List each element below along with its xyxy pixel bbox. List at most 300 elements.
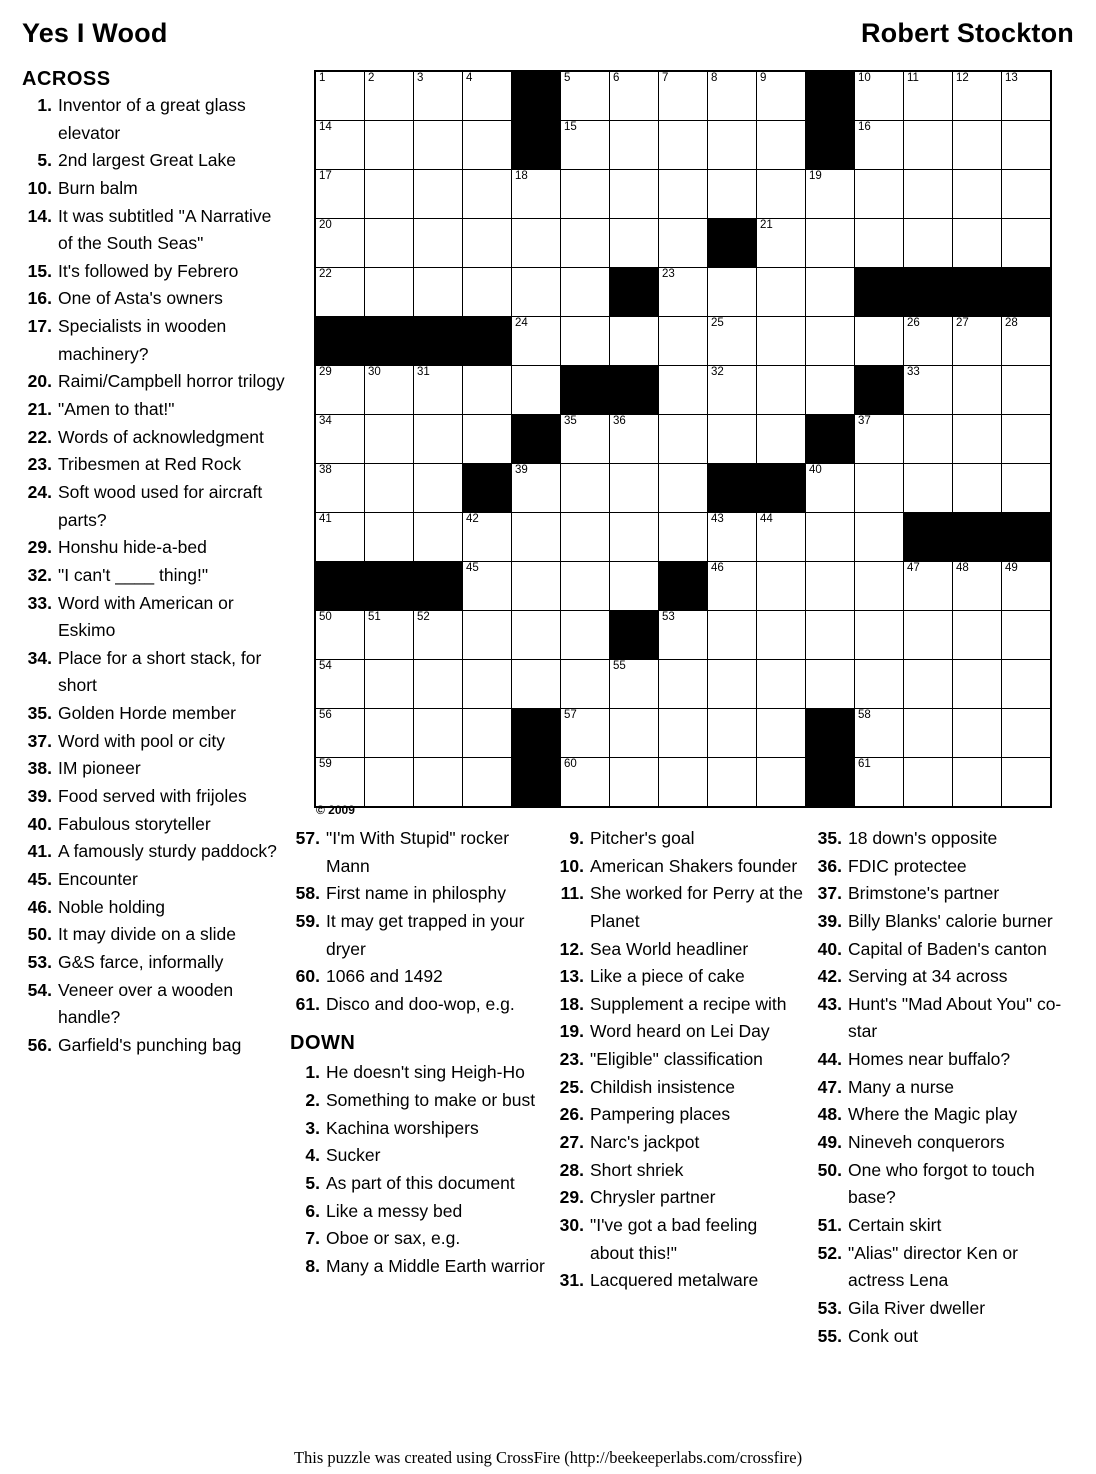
grid-cell[interactable]: [365, 170, 414, 219]
grid-cell[interactable]: [904, 317, 953, 366]
clue-item: [812, 1129, 1074, 1157]
clue-number: 13.: [559, 966, 584, 987]
grid-cell[interactable]: [610, 758, 659, 808]
grid-cell[interactable]: [953, 660, 1002, 709]
grid-cell[interactable]: [904, 366, 953, 415]
grid-cell[interactable]: [610, 317, 659, 366]
grid-cell-number: 38: [319, 464, 332, 476]
grid-cell[interactable]: [561, 268, 610, 317]
grid-cell[interactable]: [365, 611, 414, 660]
clue-text: Serving at 34 across: [848, 966, 1008, 987]
grid-cell[interactable]: [315, 366, 365, 415]
grid-cell[interactable]: [904, 562, 953, 611]
clue-text: FDIC protectee: [848, 855, 967, 876]
grid-cell[interactable]: [1002, 170, 1052, 219]
clue-item: [22, 700, 290, 728]
grid-cell[interactable]: [953, 562, 1002, 611]
clue-number: 15.: [27, 260, 52, 281]
grid-cell[interactable]: [315, 709, 365, 758]
grid-cell-block: [659, 562, 708, 611]
grid-cell[interactable]: [1002, 71, 1052, 121]
grid-cell-block: [806, 758, 855, 808]
grid-cell[interactable]: [855, 71, 904, 121]
grid-cell[interactable]: [1002, 562, 1052, 611]
grid-cell[interactable]: [561, 71, 610, 121]
grid-cell[interactable]: [806, 660, 855, 709]
grid-cell[interactable]: [757, 513, 806, 562]
clue-item: [22, 396, 290, 424]
grid-cell[interactable]: [561, 611, 610, 660]
grid-cell-number: 41: [319, 513, 332, 525]
grid-cell[interactable]: [708, 71, 757, 121]
clue-item: [554, 963, 804, 991]
grid-cell[interactable]: [610, 513, 659, 562]
grid-cell[interactable]: [315, 660, 365, 709]
grid-cell[interactable]: [757, 758, 806, 808]
grid-cell[interactable]: [463, 709, 512, 758]
grid-cell-number: 49: [1005, 562, 1018, 574]
grid-cell[interactable]: [315, 758, 365, 808]
grid-cell[interactable]: [463, 513, 512, 562]
grid-cell[interactable]: [1002, 464, 1052, 513]
clue-item: [290, 1115, 546, 1143]
clue-item: [812, 825, 1074, 853]
grid-cell[interactable]: [365, 709, 414, 758]
clue-item: [554, 1184, 804, 1212]
clue-text: It may divide on a slide: [58, 924, 237, 945]
grid-cell[interactable]: [806, 366, 855, 415]
grid-cell[interactable]: [757, 660, 806, 709]
grid-cell[interactable]: [315, 219, 365, 268]
grid-cell[interactable]: [659, 758, 708, 808]
grid-cell-block: [904, 513, 953, 562]
grid-cell[interactable]: [610, 709, 659, 758]
grid-cell-block: [561, 366, 610, 415]
grid-cell[interactable]: [561, 464, 610, 513]
grid-cell[interactable]: [414, 611, 463, 660]
grid-cell[interactable]: [806, 562, 855, 611]
clue-text: Food served with frijoles: [58, 786, 247, 807]
clue-text: "Eligible" classification: [590, 1049, 763, 1070]
grid-cell[interactable]: [904, 709, 953, 758]
grid-cell[interactable]: [953, 758, 1002, 808]
grid-cell[interactable]: [855, 121, 904, 170]
grid-cell[interactable]: [610, 170, 659, 219]
grid-cell[interactable]: [855, 464, 904, 513]
grid-cell[interactable]: [904, 121, 953, 170]
grid-cell[interactable]: [365, 660, 414, 709]
grid-cell[interactable]: [512, 611, 561, 660]
grid-cell[interactable]: [561, 758, 610, 808]
clue-text: Many a nurse: [848, 1076, 955, 1097]
grid-cell[interactable]: [855, 415, 904, 464]
clue-text: Hunt's "Mad About You" co-star: [848, 993, 1062, 1042]
grid-cell[interactable]: [904, 611, 953, 660]
clue-text: Encounter: [58, 868, 138, 889]
clue-number: 40.: [817, 938, 842, 959]
grid-cell[interactable]: [414, 758, 463, 808]
grid-cell[interactable]: [1002, 121, 1052, 170]
grid-cell-number: 37: [858, 415, 871, 427]
grid-cell[interactable]: [414, 415, 463, 464]
grid-cell[interactable]: [561, 415, 610, 464]
grid-row: [315, 366, 1051, 415]
grid-cell[interactable]: [463, 758, 512, 808]
grid-cell[interactable]: [806, 464, 855, 513]
grid-cell[interactable]: [757, 562, 806, 611]
grid-cell[interactable]: [463, 268, 512, 317]
grid-cell-number: 7: [662, 72, 669, 84]
clue-number: 3.: [305, 1117, 320, 1138]
grid-cell[interactable]: [708, 366, 757, 415]
clue-text: 1066 and 1492: [326, 966, 443, 987]
grid-cell[interactable]: [512, 170, 561, 219]
grid-cell[interactable]: [904, 170, 953, 219]
grid-cell-number: 31: [417, 366, 430, 378]
grid-cell[interactable]: [610, 415, 659, 464]
crossword-grid-container[interactable]: [314, 70, 1052, 808]
grid-cell[interactable]: [757, 71, 806, 121]
clue-text: Place for a short stack, for short: [58, 647, 262, 696]
clue-text: Golden Horde member: [58, 703, 236, 724]
grid-cell[interactable]: [1002, 366, 1052, 415]
grid-cell[interactable]: [315, 513, 365, 562]
grid-cell[interactable]: [757, 219, 806, 268]
clue-text: Honshu hide-a-bed: [58, 537, 207, 558]
grid-cell[interactable]: [610, 219, 659, 268]
grid-cell[interactable]: [561, 660, 610, 709]
grid-cell[interactable]: [708, 170, 757, 219]
grid-cell[interactable]: [708, 513, 757, 562]
grid-cell[interactable]: [561, 513, 610, 562]
grid-cell[interactable]: [757, 709, 806, 758]
grid-cell[interactable]: [463, 170, 512, 219]
clue-item: [22, 424, 290, 452]
grid-cell[interactable]: [414, 464, 463, 513]
clue-text: Brimstone's partner: [848, 883, 1000, 904]
grid-cell-block: [315, 317, 365, 366]
grid-cell[interactable]: [659, 317, 708, 366]
grid-cell[interactable]: [561, 317, 610, 366]
grid-cell[interactable]: [953, 415, 1002, 464]
grid-cell[interactable]: [1002, 415, 1052, 464]
grid-row: [315, 317, 1051, 366]
grid-cell[interactable]: [806, 268, 855, 317]
grid-cell[interactable]: [904, 71, 953, 121]
grid-cell[interactable]: [855, 219, 904, 268]
clue-text: Many a Middle Earth warrior: [326, 1255, 545, 1276]
grid-cell[interactable]: [414, 513, 463, 562]
grid-cell[interactable]: [953, 709, 1002, 758]
grid-cell[interactable]: [806, 513, 855, 562]
grid-cell[interactable]: [512, 366, 561, 415]
grid-cell[interactable]: [757, 366, 806, 415]
grid-cell[interactable]: [953, 219, 1002, 268]
clue-text: Nineveh conquerors: [848, 1132, 1005, 1153]
grid-cell[interactable]: [708, 611, 757, 660]
grid-cell[interactable]: [610, 660, 659, 709]
grid-cell-number: 22: [319, 268, 332, 280]
clue-item: [22, 728, 290, 756]
bottom-column-2: [290, 825, 554, 1350]
grid-cell[interactable]: [708, 121, 757, 170]
grid-cell[interactable]: [414, 709, 463, 758]
clue-number: 17.: [27, 316, 52, 337]
grid-cell[interactable]: [610, 121, 659, 170]
clue-number: 56.: [27, 1034, 52, 1055]
crossword-grid[interactable]: [314, 70, 1052, 808]
clue-item: [812, 853, 1074, 881]
grid-cell[interactable]: [855, 513, 904, 562]
grid-cell[interactable]: [315, 121, 365, 170]
grid-cell-number: 2: [368, 72, 375, 84]
clue-number: 27.: [559, 1132, 584, 1153]
grid-cell[interactable]: [610, 464, 659, 513]
grid-cell[interactable]: [855, 611, 904, 660]
grid-cell[interactable]: [708, 562, 757, 611]
grid-cell[interactable]: [855, 170, 904, 219]
grid-cell-number: 25: [711, 317, 724, 329]
clue-number: 26.: [559, 1104, 584, 1125]
grid-cell[interactable]: [512, 268, 561, 317]
grid-cell-block: [1002, 268, 1052, 317]
grid-cell[interactable]: [561, 562, 610, 611]
grid-cell[interactable]: [315, 170, 365, 219]
grid-cell[interactable]: [708, 415, 757, 464]
grid-cell[interactable]: [512, 219, 561, 268]
clue-text: IM pioneer: [58, 758, 141, 779]
grid-cell[interactable]: [1002, 611, 1052, 660]
clue-text: Narc's jackpot: [590, 1132, 700, 1153]
grid-cell[interactable]: [365, 268, 414, 317]
grid-cell[interactable]: [659, 513, 708, 562]
grid-cell[interactable]: [512, 562, 561, 611]
grid-cell-block: [708, 464, 757, 513]
grid-cell[interactable]: [659, 464, 708, 513]
clue-number: 31.: [559, 1270, 584, 1291]
grid-cell[interactable]: [463, 219, 512, 268]
clue-number: 16.: [27, 288, 52, 309]
clue-text: "I've got a bad feeling about this!": [590, 1214, 758, 1263]
grid-cell[interactable]: [315, 464, 365, 513]
clue-item: [22, 562, 290, 590]
clue-number: 9.: [569, 828, 584, 848]
clue-text: Like a piece of cake: [590, 966, 745, 987]
grid-cell-number: 3: [417, 72, 424, 84]
grid-cell[interactable]: [365, 366, 414, 415]
grid-cell[interactable]: [365, 758, 414, 808]
grid-cell[interactable]: [463, 366, 512, 415]
grid-cell[interactable]: [953, 121, 1002, 170]
grid-cell[interactable]: [659, 71, 708, 121]
grid-cell[interactable]: [315, 611, 365, 660]
grid-cell[interactable]: [659, 121, 708, 170]
grid-cell[interactable]: [463, 415, 512, 464]
down-clue-list-3: [812, 825, 1074, 1350]
grid-cell[interactable]: [953, 611, 1002, 660]
clue-item: [22, 783, 290, 811]
grid-cell-block: [414, 317, 463, 366]
grid-cell[interactable]: [806, 317, 855, 366]
clue-text: Childish insistence: [590, 1076, 735, 1097]
grid-cell[interactable]: [659, 366, 708, 415]
clue-item: [290, 1087, 546, 1115]
grid-row: [315, 121, 1051, 170]
grid-cell[interactable]: [561, 709, 610, 758]
grid-cell-number: 51: [368, 611, 381, 623]
grid-cell[interactable]: [463, 660, 512, 709]
grid-cell[interactable]: [855, 758, 904, 808]
grid-cell[interactable]: [414, 660, 463, 709]
grid-cell[interactable]: [904, 758, 953, 808]
grid-cell[interactable]: [855, 660, 904, 709]
grid-cell[interactable]: [757, 317, 806, 366]
grid-cell[interactable]: [365, 219, 414, 268]
grid-cell[interactable]: [414, 121, 463, 170]
clue-text: First name in philosphy: [326, 883, 506, 904]
grid-cell[interactable]: [659, 709, 708, 758]
grid-cell[interactable]: [512, 513, 561, 562]
grid-cell[interactable]: [561, 121, 610, 170]
page-header: [22, 18, 1074, 58]
grid-cell[interactable]: [365, 415, 414, 464]
grid-cell-block: [806, 415, 855, 464]
grid-cell[interactable]: [610, 71, 659, 121]
grid-cell[interactable]: [1002, 660, 1052, 709]
clue-item: [290, 991, 546, 1019]
grid-cell[interactable]: [708, 709, 757, 758]
grid-cell[interactable]: [659, 660, 708, 709]
clue-number: 23.: [559, 1049, 584, 1070]
clue-item: [290, 908, 546, 963]
grid-cell[interactable]: [953, 464, 1002, 513]
grid-cell-block: [757, 464, 806, 513]
grid-cell[interactable]: [1002, 219, 1052, 268]
grid-cell[interactable]: [365, 121, 414, 170]
grid-cell[interactable]: [659, 415, 708, 464]
grid-cell[interactable]: [953, 317, 1002, 366]
grid-cell[interactable]: [757, 415, 806, 464]
grid-cell[interactable]: [904, 660, 953, 709]
grid-cell[interactable]: [953, 170, 1002, 219]
grid-cell[interactable]: [904, 219, 953, 268]
grid-cell[interactable]: [365, 464, 414, 513]
clue-item: [812, 1074, 1074, 1102]
grid-cell[interactable]: [1002, 709, 1052, 758]
grid-cell[interactable]: [904, 415, 953, 464]
grid-cell[interactable]: [953, 71, 1002, 121]
clue-text: 18 down's opposite: [848, 828, 998, 848]
grid-cell[interactable]: [757, 268, 806, 317]
grid-cell[interactable]: [659, 170, 708, 219]
grid-cell[interactable]: [708, 317, 757, 366]
grid-cell[interactable]: [953, 366, 1002, 415]
grid-cell[interactable]: [365, 513, 414, 562]
grid-cell[interactable]: [512, 464, 561, 513]
grid-cell[interactable]: [463, 562, 512, 611]
grid-cell[interactable]: [708, 268, 757, 317]
grid-cell[interactable]: [855, 317, 904, 366]
grid-cell[interactable]: [708, 660, 757, 709]
grid-cell[interactable]: [414, 71, 463, 121]
grid-cell[interactable]: [659, 611, 708, 660]
grid-cell-number: 29: [319, 366, 332, 378]
grid-cell[interactable]: [708, 758, 757, 808]
grid-cell[interactable]: [561, 219, 610, 268]
grid-cell[interactable]: [315, 415, 365, 464]
grid-cell-number: 15: [564, 121, 577, 133]
clue-number: 47.: [817, 1076, 842, 1097]
grid-cell[interactable]: [806, 611, 855, 660]
grid-cell[interactable]: [414, 268, 463, 317]
grid-cell[interactable]: [463, 121, 512, 170]
grid-cell[interactable]: [1002, 758, 1052, 808]
grid-cell-number: 45: [466, 562, 479, 574]
grid-cell[interactable]: [561, 170, 610, 219]
grid-cell[interactable]: [512, 660, 561, 709]
grid-cell[interactable]: [315, 268, 365, 317]
grid-row: [315, 464, 1051, 513]
grid-cell[interactable]: [855, 709, 904, 758]
clue-item: [22, 755, 290, 783]
clue-text: Word heard on Lei Day: [590, 1021, 770, 1042]
clue-item: [554, 1018, 804, 1046]
grid-cell[interactable]: [414, 366, 463, 415]
grid-cell-block: [512, 71, 561, 121]
grid-cell[interactable]: [512, 317, 561, 366]
clue-item: [290, 1198, 546, 1226]
grid-cell-number: 12: [956, 72, 969, 84]
clue-item: [554, 1074, 804, 1102]
grid-cell[interactable]: [463, 611, 512, 660]
grid-cell[interactable]: [659, 268, 708, 317]
clue-item: [554, 853, 804, 881]
grid-cell-number: 57: [564, 709, 577, 721]
grid-cell[interactable]: [757, 121, 806, 170]
grid-cell[interactable]: [757, 170, 806, 219]
grid-cell[interactable]: [315, 71, 365, 121]
clue-item: [22, 534, 290, 562]
grid-cell[interactable]: [610, 562, 659, 611]
grid-cell-number: 39: [515, 464, 528, 476]
clue-item: [554, 1129, 804, 1157]
grid-cell-number: 48: [956, 562, 969, 574]
bottom-column-4: [812, 825, 1074, 1350]
grid-cell[interactable]: [414, 219, 463, 268]
grid-cell[interactable]: [757, 611, 806, 660]
clue-text: Disco and doo-wop, e.g.: [326, 993, 515, 1014]
grid-cell[interactable]: [463, 71, 512, 121]
grid-cell-block: [463, 464, 512, 513]
down-clue-list-2: [554, 825, 804, 1295]
grid-cell[interactable]: [1002, 317, 1052, 366]
grid-cell[interactable]: [414, 170, 463, 219]
clue-text: Like a messy bed: [326, 1200, 463, 1221]
grid-body: [315, 71, 1051, 807]
grid-cell[interactable]: [855, 562, 904, 611]
grid-cell[interactable]: [904, 464, 953, 513]
grid-cell[interactable]: [806, 219, 855, 268]
clue-text: It's followed by Febrero: [58, 260, 239, 281]
grid-cell[interactable]: [659, 219, 708, 268]
clue-text: Kachina worshipers: [326, 1117, 479, 1138]
grid-cell[interactable]: [365, 71, 414, 121]
clue-text: It was subtitled "A Narrative of the South Seas": [58, 205, 272, 254]
clue-number: 32.: [27, 564, 52, 585]
grid-cell-number: 30: [368, 366, 381, 378]
grid-cell[interactable]: [806, 170, 855, 219]
clue-number: 19.: [559, 1021, 584, 1042]
